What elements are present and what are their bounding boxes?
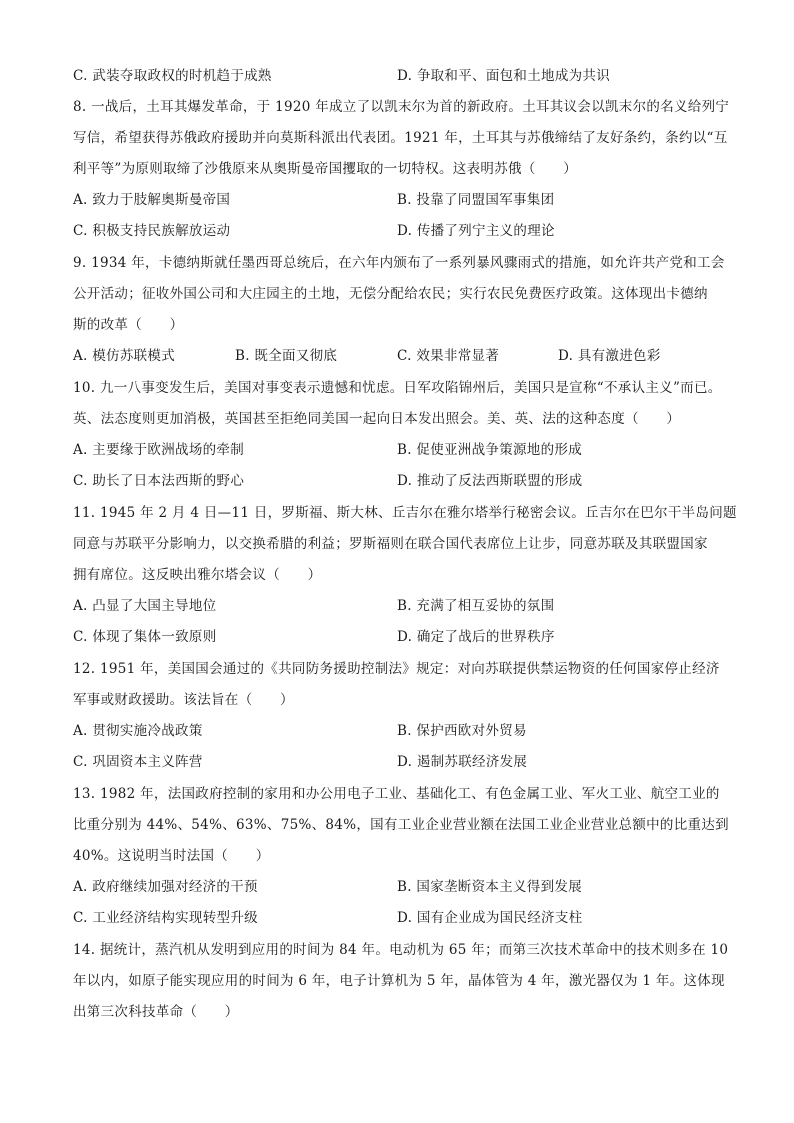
q14-stem-line-3: 出第三次科技革命（ ）	[73, 1004, 239, 1020]
q11-stem-line-2: 同意与苏联平分影响力，以交换希腊的利益；罗斯福则在联合国代表席位上让步，同意苏联及其联盟国家	[73, 536, 708, 552]
q8-option-d: D. 传播了列宁主义的理论	[397, 223, 555, 239]
q11-option-c: C. 体现了集体一致原则	[73, 629, 217, 645]
q13-option-d: D. 国有企业成为国民经济支柱	[397, 910, 583, 926]
q12-option-d: D. 遏制苏联经济发展	[397, 754, 528, 770]
q9-stem-line-1: 9. 1934 年，卡德纳斯就任墨西哥总统后，在六年内颁布了一系列暴风骤雨式的措施，如允许共产党和工会	[73, 255, 725, 271]
q13-option-c: C. 工业经济结构实现转型升级	[73, 910, 258, 926]
q8-option-c: C. 积极支持民族解放运动	[73, 223, 231, 239]
q12-option-c: C. 巩固资本主义阵营	[73, 754, 203, 770]
q11-stem-line-3: 拥有席位。这反映出雅尔塔会议（ ）	[73, 567, 322, 583]
q9-stem-line-2: 公开活动；征收外国公司和大庄园主的土地，无偿分配给农民；实行农民免费医疗政策。这体现出卡德纳	[73, 286, 708, 302]
q10-stem-line-2: 英、法态度则更加消极，英国甚至拒绝同美国一起向日本发出照会。美、英、法的这种态度（ ）	[73, 411, 681, 427]
q10-option-d: D. 推动了反法西斯联盟的形成	[397, 473, 583, 489]
q13-stem-line-1: 13. 1982 年，法国政府控制的家用和办公用电子工业、基础化工、有色金属工业、军火工业、航空工业的	[73, 786, 720, 802]
q8-option-a: A. 致力于肢解奥斯曼帝国	[73, 192, 231, 208]
q10-option-a: A. 主要缘于欧洲战场的牵制	[73, 442, 245, 458]
q9-option-a: A. 模仿苏联模式	[73, 348, 176, 364]
q11-option-d: D. 确定了战后的世界秩序	[397, 629, 555, 645]
q9-option-b: B. 既全面又彻底	[235, 348, 338, 364]
q9-option-d: D. 具有激进色彩	[558, 348, 661, 364]
q9-stem-line-3: 斯的改革（ ）	[73, 317, 184, 333]
q7-option-c: C. 武装夺取政权的时机趋于成熟	[73, 68, 272, 84]
q12-stem-line-2: 军事或财政援助。该法旨在（ ）	[73, 692, 294, 708]
q12-option-b: B. 保护西欧对外贸易	[397, 723, 527, 739]
q10-option-b: B. 促使亚洲战争策源地的形成	[397, 442, 583, 458]
q13-option-a: A. 政府继续加强对经济的干预	[73, 879, 258, 895]
q14-stem-line-1: 14. 据统计，蒸汽机从发明到应用的时间为 84 年。电动机为 65 年；而第三次技术革命中的技术则多在 10	[73, 942, 729, 958]
q13-stem-line-3: 40%。这说明当时法国（ ）	[73, 848, 270, 864]
q12-option-a: A. 贯彻实施冷战政策	[73, 723, 203, 739]
q14-stem-line-2: 年以内，如原子能实现应用的时间为 6 年，电子计算机为 5 年，晶体管为 4 年，激光器仅为 1 年。这体现	[73, 973, 725, 989]
q11-option-b: B. 充满了相互妥协的氛围	[397, 598, 555, 614]
q11-stem-line-1: 11. 1945 年 2 月 4 日—11 日，罗斯福、斯大林、丘吉尔在雅尔塔举行秘密会议。丘吉尔在巴尔干半岛问题	[73, 505, 737, 521]
q9-option-c: C. 效果非常显著	[397, 348, 500, 364]
q8-stem-line-2: 写信，希望获得苏俄政府援助并向莫斯科派出代表团。1921 年，土耳其与苏俄缔结了友好条约，条约以“互	[73, 130, 728, 146]
q10-stem-line-1: 10. 九一八事变发生后，美国对事变表示遗憾和忧虑。日军攻陷锦州后，美国只是宣称“不承认主义”而已。	[73, 380, 722, 396]
q8-stem-line-1: 8. 一战后，土耳其爆发革命，于 1920 年成立了以凯末尔为首的新政府。土耳其议会以凯末尔的名义给列宁	[73, 99, 730, 115]
q8-option-b: B. 投靠了同盟国军事集团	[397, 192, 555, 208]
q7-option-d: D. 争取和平、面包和土地成为共识	[397, 68, 611, 84]
q13-option-b: B. 国家垄断资本主义得到发展	[397, 879, 583, 895]
q8-stem-line-3: 利平等”为原则取缔了沙俄原来从奥斯曼帝国攫取的一切特权。这表明苏俄（ ）	[73, 161, 578, 177]
q10-option-c: C. 助长了日本法西斯的野心	[73, 473, 245, 489]
q12-stem-line-1: 12. 1951 年，美国国会通过的《共同防务援助控制法》规定：对向苏联提供禁运物资的任何国家停止经济	[73, 661, 720, 677]
q13-stem-line-2: 比重分别为 44%、54%、63%、75%、84%，国有工业企业营业额在法国工业企业营业总额中的比重达到	[73, 817, 729, 833]
q11-option-a: A. 凸显了大国主导地位	[73, 598, 217, 614]
